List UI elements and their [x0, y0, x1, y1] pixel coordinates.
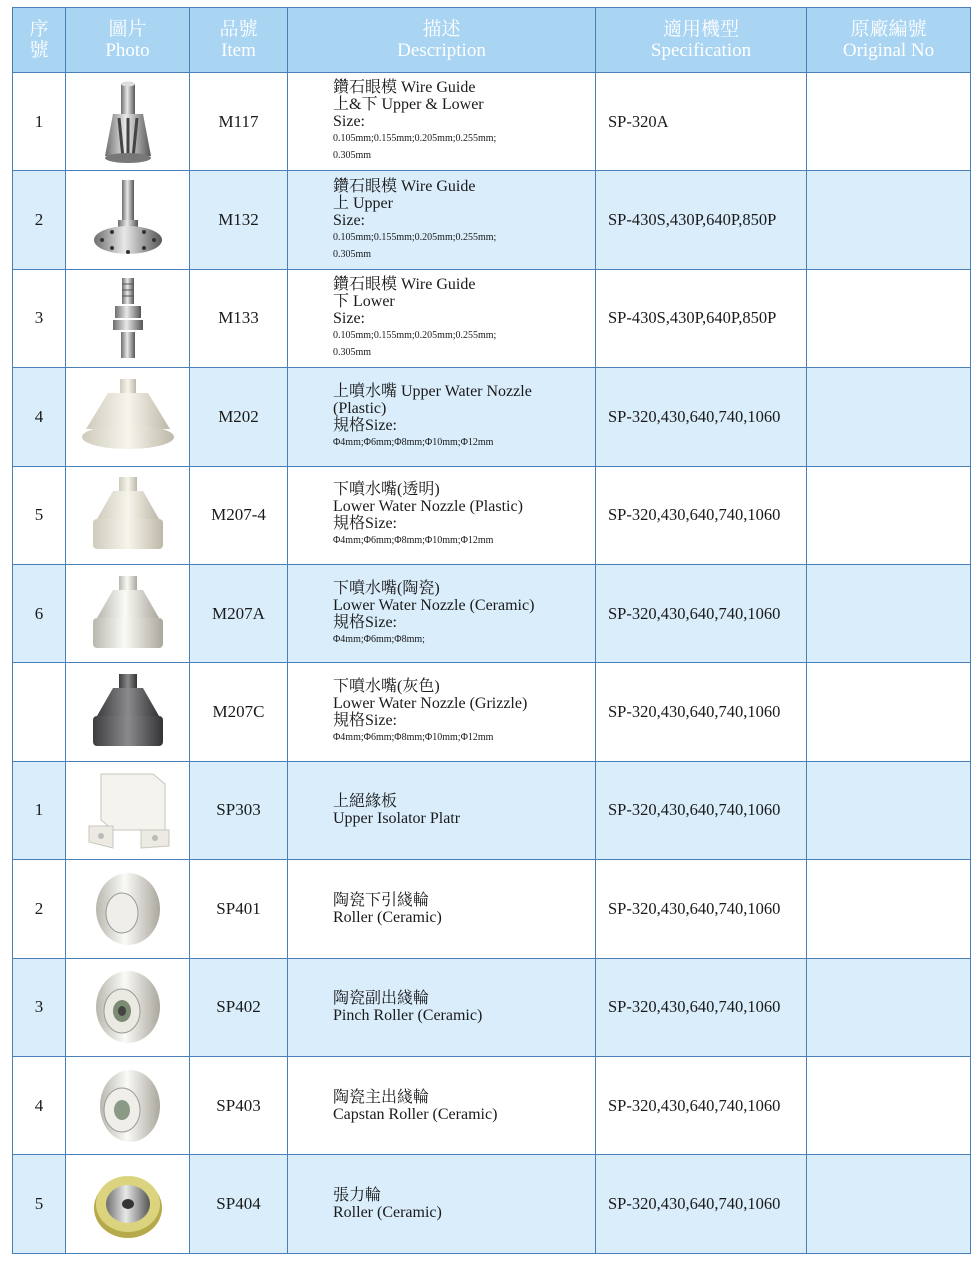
table-row [13, 663, 971, 761]
product-photo-upper-water-nozzle [66, 373, 189, 461]
specification-cell: SP-320,430,640,740,1060 [596, 368, 807, 466]
description-line: Size: [333, 309, 365, 327]
header-specification: 適用機型 Specification [596, 8, 807, 73]
description-cell [288, 663, 596, 761]
description-cell [288, 761, 596, 859]
seq-cell: 4 [13, 1056, 66, 1154]
table-row [13, 860, 971, 958]
parts-catalog-table [12, 7, 971, 1254]
specification-cell: SP-320,430,640,740,1060 [596, 466, 807, 564]
size-list: Φ4mm;Φ6mm;Φ8mm;Φ10mm;Φ12mm [333, 535, 494, 547]
table-row [13, 958, 971, 1056]
specification-cell: SP-320,430,640,740,1060 [596, 663, 807, 761]
product-photo-lower-nozzle-grey [66, 668, 189, 756]
item-code: M132 [190, 171, 288, 269]
item-code: M207C [190, 663, 288, 761]
original-no-cell [807, 73, 971, 171]
photo-cell [66, 958, 190, 1056]
table-row [13, 171, 971, 269]
product-photo-capstan-roller [66, 1062, 189, 1150]
description-cell [288, 171, 596, 269]
description-line: Upper Isolator Platr [333, 810, 461, 828]
seq-cell: 4 [13, 368, 66, 466]
description-line: (Plastic) [333, 399, 387, 417]
header-seq: 序 號 [13, 8, 66, 73]
description-cell [288, 269, 596, 367]
specification-cell: SP-320,430,640,740,1060 [596, 761, 807, 859]
original-no-cell [807, 171, 971, 269]
specification-cell: SP-320,430,640,740,1060 [596, 1155, 807, 1253]
original-no-cell [807, 564, 971, 662]
description-line: Roller (Ceramic) [333, 908, 442, 926]
description-cell [288, 564, 596, 662]
description-line: 鑽石眼模 Wire Guide [333, 177, 476, 195]
description-line: Pinch Roller (Ceramic) [333, 1007, 483, 1025]
description-line: 下 Lower [333, 292, 395, 310]
product-photo-lower-nozzle-clear [66, 471, 189, 559]
size-list: 0.105mm;0.155mm;0.205mm;0.255mm; [333, 231, 497, 243]
table-row [13, 1056, 971, 1154]
seq-cell: 2 [13, 171, 66, 269]
size-list: Φ4mm;Φ6mm;Φ8mm; [333, 633, 425, 645]
item-code: SP404 [190, 1155, 288, 1253]
photo-cell [66, 269, 190, 367]
specification-cell: SP-320,430,640,740,1060 [596, 564, 807, 662]
header-original-no: 原廠編號 Original No [807, 8, 971, 73]
product-photo-wire-guide-lower [66, 274, 189, 362]
photo-cell [66, 73, 190, 171]
size-list: 0.305mm [333, 346, 372, 358]
product-photo-pinch-roller [66, 963, 189, 1051]
table-row [13, 269, 971, 367]
description-cell [288, 1155, 596, 1253]
original-no-cell [807, 1155, 971, 1253]
description-line: 下噴水嘴(透明) [333, 481, 440, 499]
description-line: Lower Water Nozzle (Grizzle) [333, 695, 528, 713]
description-line: 上&下 Upper & Lower [333, 96, 484, 114]
description-line: Size: [333, 113, 365, 131]
item-code: SP402 [190, 958, 288, 1056]
size-list: Φ4mm;Φ6mm;Φ8mm;Φ10mm;Φ12mm [333, 436, 494, 448]
header-photo: 圖片 Photo [66, 8, 190, 73]
header-description: 描述 Description [288, 8, 596, 73]
item-code: M207-4 [190, 466, 288, 564]
specification-cell: SP-430S,430P,640P,850P [596, 171, 807, 269]
item-code: M133 [190, 269, 288, 367]
seq-cell: 2 [13, 860, 66, 958]
description-line: 鑽石眼模 Wire Guide [333, 79, 476, 97]
seq-cell: 3 [13, 958, 66, 1056]
product-photo-wire-guide-upper [66, 176, 189, 264]
original-no-cell [807, 269, 971, 367]
product-photo-lower-nozzle-ceramic [66, 570, 189, 658]
description-line: 規格Size: [333, 515, 397, 533]
description-cell [288, 958, 596, 1056]
seq-cell: 3 [13, 269, 66, 367]
photo-cell [66, 761, 190, 859]
seq-cell: 5 [13, 1155, 66, 1253]
specification-cell: SP-430S,430P,640P,850P [596, 269, 807, 367]
photo-cell [66, 564, 190, 662]
table-row [13, 466, 971, 564]
description-line: 規格Size: [333, 712, 397, 730]
description-line: 陶瓷副出綫輪 [333, 990, 430, 1008]
description-line: Roller (Ceramic) [333, 1203, 442, 1221]
item-code: SP403 [190, 1056, 288, 1154]
description-line: Lower Water Nozzle (Ceramic) [333, 596, 535, 614]
item-code: SP401 [190, 860, 288, 958]
item-code: M207A [190, 564, 288, 662]
description-line: 規格Size: [333, 416, 397, 434]
original-no-cell [807, 466, 971, 564]
photo-cell [66, 466, 190, 564]
description-cell [288, 368, 596, 466]
product-photo-tension-roller [66, 1160, 189, 1248]
photo-cell [66, 171, 190, 269]
description-line: Size: [333, 211, 365, 229]
specification-cell: SP-320,430,640,740,1060 [596, 958, 807, 1056]
item-code: SP303 [190, 761, 288, 859]
description-line: 張力輪 [333, 1186, 382, 1204]
description-cell [288, 860, 596, 958]
size-list: 0.305mm [333, 248, 372, 260]
product-photo-ceramic-roller [66, 865, 189, 953]
photo-cell [66, 1155, 190, 1253]
item-code: M202 [190, 368, 288, 466]
description-line: 上絕緣板 [333, 793, 398, 811]
table-row [13, 564, 971, 662]
seq-cell [13, 663, 66, 761]
seq-cell: 1 [13, 761, 66, 859]
table-row [13, 761, 971, 859]
description-line: 下噴水嘴(灰色) [333, 678, 440, 696]
specification-cell: SP-320,430,640,740,1060 [596, 1056, 807, 1154]
photo-cell [66, 663, 190, 761]
original-no-cell [807, 1056, 971, 1154]
size-list: 0.105mm;0.155mm;0.205mm;0.255mm; [333, 133, 497, 145]
size-list: 0.305mm [333, 150, 372, 162]
description-cell [288, 73, 596, 171]
original-no-cell [807, 663, 971, 761]
header-row [13, 8, 971, 73]
header-item: 品號 Item [190, 8, 288, 73]
description-line: 鑽石眼模 Wire Guide [333, 275, 476, 293]
description-cell [288, 1056, 596, 1154]
product-photo-isolator-plate [66, 766, 189, 854]
photo-cell [66, 860, 190, 958]
description-line: Lower Water Nozzle (Plastic) [333, 498, 523, 516]
original-no-cell [807, 860, 971, 958]
specification-cell: SP-320A [596, 73, 807, 171]
description-line: Capstan Roller (Ceramic) [333, 1105, 498, 1123]
size-list: Φ4mm;Φ6mm;Φ8mm;Φ10mm;Φ12mm [333, 732, 494, 744]
seq-cell: 6 [13, 564, 66, 662]
original-no-cell [807, 368, 971, 466]
photo-cell [66, 1056, 190, 1154]
product-photo-wire-guide-upper-lower [66, 78, 189, 166]
seq-cell: 5 [13, 466, 66, 564]
table-row [13, 73, 971, 171]
original-no-cell [807, 761, 971, 859]
original-no-cell [807, 958, 971, 1056]
size-list: 0.105mm;0.155mm;0.205mm;0.255mm; [333, 329, 497, 341]
description-line: 上 Upper [333, 194, 393, 212]
photo-cell [66, 368, 190, 466]
specification-cell: SP-320,430,640,740,1060 [596, 860, 807, 958]
item-code: M117 [190, 73, 288, 171]
table-row [13, 1155, 971, 1253]
table-row [13, 368, 971, 466]
description-cell [288, 466, 596, 564]
description-line: 下噴水嘴(陶瓷) [333, 579, 440, 597]
seq-cell: 1 [13, 73, 66, 171]
description-line: 陶瓷主出綫輪 [333, 1088, 430, 1106]
description-line: 規格Size: [333, 613, 397, 631]
description-line: 上噴水嘴 Upper Water Nozzle [333, 382, 532, 400]
description-line: 陶瓷下引綫輪 [333, 891, 430, 909]
